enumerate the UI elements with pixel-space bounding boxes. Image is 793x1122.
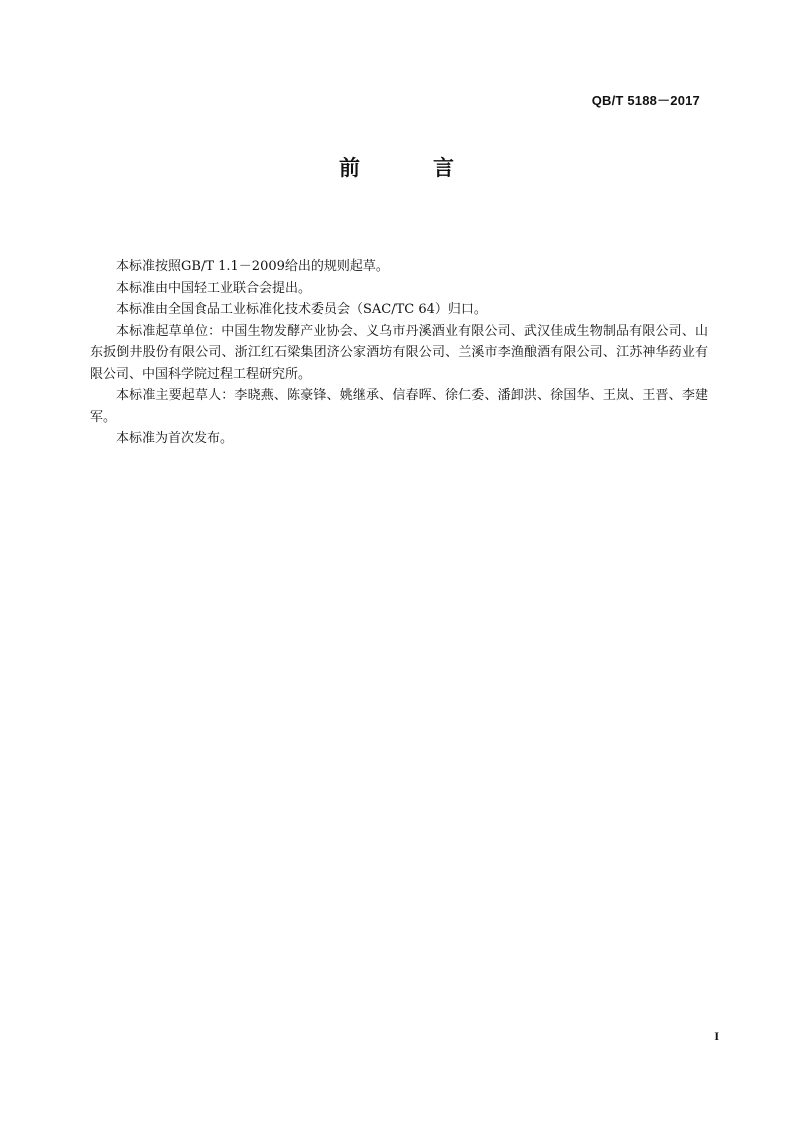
paragraph-drafting-rules: 本标准按照GB/T 1.1－2009给出的规则起草。 <box>116 259 389 274</box>
paragraph-drafting-units: 本标准起草单位：中国生物发酵产业协会、义乌市丹溪酒业有限公司、武汉佳成生物制品有限公司、山东扳倒井股份有限公司、浙江红石梁集团济公家酒坊有限公司、兰溪市李渔酿酒有限公司、江苏神华药业有限公司、中国科学院过程工程研究所。 <box>90 323 708 382</box>
page-title: 前 言 <box>339 156 480 180</box>
paragraph-technical-committee: 本标准由全国食品工业标准化技术委员会（SAC/TC 64）归口。 <box>116 302 487 317</box>
paragraph-proposer: 本标准由中国轻工业联合会提出。 <box>116 280 312 296</box>
paragraph-drafters: 本标准主要起草人：李晓燕、陈豪锋、姚继承、信春晖、徐仁委、潘卸洪、徐国华、王岚、王晋、李建军。 <box>90 388 708 425</box>
document-body <box>90 256 708 450</box>
paragraph-first-release: 本标准为首次发布。 <box>116 431 234 446</box>
page-number: I <box>714 1029 719 1043</box>
standard-code: QB/T 5188－2017 <box>591 93 700 108</box>
